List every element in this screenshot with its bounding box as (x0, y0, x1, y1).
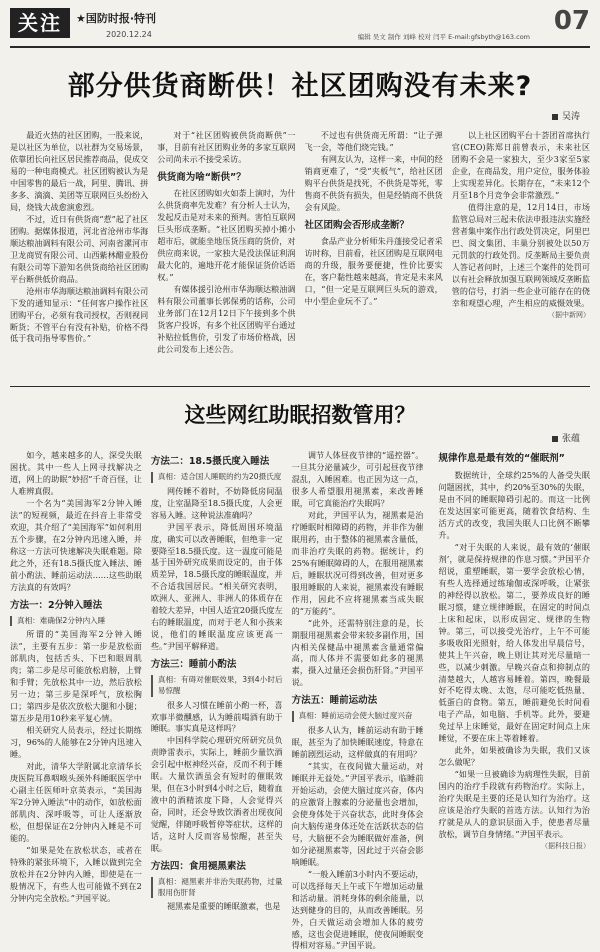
paragraph: “如果是处在放松状态，或者在特殊的紧张环境下，入睡以做到完全放松并在2分钟内入睡，即使是在一般情况下，有些人也可能做不到在2分钟内完全放松。”尹国平说。 (10, 844, 142, 903)
paragraph: “此外，还需特别注意的是，长期服用褪黑素会带来较多副作用，国内相关保健品中褪黑素含量通常偏高，而人体并不需要如此多的褪黑素，摄入过量还会损伤肝肾。”尹国平说。 (291, 617, 424, 688)
article2-author: 张蕴 (561, 434, 580, 444)
article2-byline (10, 431, 580, 444)
paragraph: “其实，在夜间做大量运动，对睡眠并无益处。”尹国平表示，临睡前开始运动，会使大脑过度兴奋，体内的应激肾上腺素的分泌量也会增加，会使身体处于兴奋状态，此时身体会向大脑传递身体还处在活跃状态的信号，大脑便不会为睡眠做好准备，例如分泌褪黑素等，因此过于兴奋会影响睡眠。 (291, 760, 424, 867)
paragraph: 沧州市华海顺达粮油调料有限公司下发的通知显示：“任何客户操作社区团购平台，必须有我司授权，否则视同断货；不管平台有没有补贴，价格不得低于我司指导零售价。” (10, 285, 149, 344)
paragraph: 对于“社区团购被供货商断供”一事，目前有社区团购业务的多家互联网公司尚未示不接受采访。 (157, 130, 296, 164)
paragraph: 很多人习惯在睡前小酌一杯，喜欢事半微醺感，认为睡前喝酒有助于睡眠。事实真是这样吗？ (150, 699, 283, 734)
truth-box: 真相：褪黑素并非治失眠药物，过量服用伤肝肾 (151, 877, 283, 898)
issue-date: 2020.12.24 (106, 30, 152, 39)
paragraph: 中国科学院心理研究所研究员负责睁雷表示，实际上，睡前少量饮酒会引起中枢神经兴奋，反而不利于睡眠。大量饮酒虽会有短时的催眠效果，但在3小时到4小时之后，随着血液中的酒精浓度下降，人会觉得兴奋，同时，还会导致饮酒者出现夜间觉醒，伴随呼吸暂停等症状，这样的话，这时人反而容易惊醒，甚至失眠。 (150, 735, 283, 854)
masthead (10, 6, 590, 48)
subheading: 方法四：食用褪黑素法 (150, 861, 246, 873)
paragraph: “对于失眠的人来说，最有效的‘催眠剂’，就是保持规律的作息习惯。”尹国平介绍说，重塑睡眠，第一要学会放松心情，有些人选择通过练瑜伽或深呼吸，让紧张的神经得以放松。第二，要养成良好的睡眠习惯，建立规律睡眠，在固定的时间点上床和起床，以形成固定、规律的生物钟。第三，可以接受光治疗，上午不可能多吸收阳光照射，给人体发出早晨信号，使其上午兴奋，晚上则让其对光尽量暗一些，以减少刺激。早晚兴奋点和抑制点的清楚越大，人越容易睡着。第四，晚餐最好不吃得太晚、太饱，尽可能吃低热量、低蛋白的食物。第五，睡前避免长时间看电子产品，如电脑、手机等。此外，要避免过早上床睡觉，最好在固定时间点上床睡觉，不要在床上等着睡着。 (438, 541, 591, 744)
subheading: 社区团购会否形成垄断？ (304, 219, 410, 231)
article1-headline: 部分供货商断供！社区团购没有未来? (67, 71, 533, 102)
article2-col2 (150, 450, 283, 912)
paragraph: “一般入睡前3小时内不要运动，可以选择每天上午或下午增加运动量和活动量。消耗身体的剩余能量，以达到健身的目的，从而改善睡眠。另外，白天做运动会增加人体的疲劳感，这也会促进睡眠，使夜间睡眠变得相对容易。”尹国平说。 (291, 868, 424, 951)
paragraph: 最近火热的社区团购，一股来说，是以社区为单位，以社群为交易场景，依靠团长向社区居民推荐商品，促成交易的一种电商模式。社区团购被认为是中国零售的最后一战，阿里、腾讯、拼多多、滴滴、美团等互联网巨头纷纷入局，烧钱大战愈演愈烈。 (10, 130, 149, 212)
source-note: （据科技日报） (541, 842, 591, 851)
truth-box: 真相：睡前运动会使大脑过度兴奋 (292, 711, 424, 722)
paragraph: 此外，如果被确诊为失眠，我们又该怎么做呢？ (438, 745, 591, 768)
paragraph: 有网友认为，这样一来，中间的经销商更难了，“受”夹板气”，给社区团购平台供货是找死，不供货是等死，零售商不供货有损失，但是经销商不供货会有风险。 (304, 153, 443, 212)
paragraph: 不过，近日有供货商“惹”起了社区团购。据媒体报道，河北省沧州市华海顺达粮油调料有限公司、河南省漯河市卫龙商贸有限公司、山西紫林醋业股份有限公司等下游知名供货商给社区团购平台断供低价商品。 (10, 213, 149, 284)
article1-byline (10, 109, 580, 122)
article2-col3 (291, 450, 424, 951)
section-divider (10, 386, 590, 387)
sidebar-heading: 规律作息是最有效的“催眠剂” (438, 453, 565, 464)
paragraph: 以上社区团购平台十荟团首席执行官(CEO)陈郑日前曾表示，未来社区团购不会是一家独大，至少3家至5家企业，在商品发，用户定位，服务体验上实现差异化。长期存在，“未来12个月至18个月竞争会非常激烈。” (451, 130, 590, 200)
paragraph: 褪黑素是重要的睡眠激素，也是 (167, 901, 281, 912)
article2-headline: 这些网红助眠招数管用？ (184, 403, 416, 427)
byline-square-icon (552, 436, 558, 442)
section-logo: 关注 (10, 8, 70, 38)
article2-col1 (10, 450, 142, 903)
paragraph: 对此，尹国平认为，褪黑素是治疗睡眠时相障碍的药物，并非作为催眠用药，由于整体的褪黑素含量低，而非治疗失眠的药物。据统计，约25%有睡眠障碍的人，在服用褪黑素后，睡眠状况可得到改善，但对更多服用睡眠的人来说，褪黑素没有睡眠作用，因此不应将褪黑素当成失眠的“万能药”。 (291, 509, 424, 616)
paragraph: 相关研究人员表示，经过长期练习，96%的人能够在2分钟内迅速入睡。 (10, 725, 142, 759)
paragraph: 数据统计，全球约25%的人备受失眠问题困扰，其中，约20%至30%的失眠，是由不同的睡眠障碍引起的。而这一比例在发达国家可能更高，随着饮食结构、生活方式的改变，我国失眠人口比例不断攀升。 (438, 470, 591, 540)
subheading: 方法三：睡前小酌法 (150, 659, 237, 671)
truth-box: 真相：难确保2分钟内入睡 (10, 616, 142, 627)
article1-col4 (452, 130, 590, 380)
paragraph: 有媒体援引沧州市华海顺达粮油调料有限公司董事长郭保勇的话称，公司业务部门在12月12日下午接到多个供货客户投诉，有多个社区团购平台通过补贴拉低售价，引发了市场价格战，因此公司发布上述公告。 (157, 283, 296, 354)
subheading: 方法五：睡前运动法 (291, 695, 378, 707)
paragraph: 如今，越来越多的人，深受失眠困扰。其中一些人上网寻找解决之道，网上的助眠“妙招”千奇百怪，让人难辨真假。 (10, 450, 142, 496)
truth-box: 真相：适合国人睡眠的约为20摄氏度 (151, 472, 283, 483)
paragraph: 一个名为“美国海军2分钟入睡法”的短视频，最近在抖音上非常受欢迎，其介绍了“美国海军”如何利用五个步骤，在2分钟内迅速入睡，并称这一方法可快速解决失眠难题。除此之外，还有18.5摄氏度入睡法、睡前小酌法、睡前运动法……这些助眠方法真的有效吗？ (10, 497, 142, 592)
paragraph: 调节人体昼夜节律的“遥控器”。一旦其分泌量减少，可引起昼夜节律混乱，入睡困难。也正因为这一点，很多人希望服用褪黑素，来改善睡眠，可它真能治疗失眠吗？ (291, 450, 424, 508)
editor-credits: 编辑 吴文 制作 刘峰 校对 闫平 E-mail:gfsbyth@163.com (357, 33, 530, 41)
byline-square-icon (552, 114, 558, 120)
paragraph: 很多人认为，睡前运动有助于睡眠，甚至为了加快睡眠速度，特意在睡前剧烈运动，这样做真的有用吗？ (291, 725, 424, 759)
article2-body (10, 450, 591, 951)
paragraph: 食品产业分析师朱丹蓬接受记者采访时称，目前看，社区团购是互联网电商的升级，服务要便捷，性价比要实在，客户黏性越来越高，肯定是未来风口，“但一定是互联网巨头玩的游戏，中小型企业玩不了。” (304, 235, 443, 306)
page-number: 07 (553, 6, 590, 36)
paragraph: 所谓的“美国海军2分钟入睡法”，主要有五步：第一步是放松面部肌肉，包括舌头、下巴和眼周肌肉；第二步是尽可能放松肩膀，上臂和手臂；先放松其中一边，然后放松另一边；第三步是深呼气，放松胸口；第四步是依次放松大腿和小腿；第五步是用10秒来平复心情。 (10, 629, 142, 724)
paragraph: “如果一旦被确诊为病理性失眠，目前国内的治疗手段就有药物治疗。实际上，治疗失眠是主要的还是认知行为治疗。这应该是治疗失眠的首选方法。认知行为治疗就是从人的意识层面入手，使患者尽量放松，调节自身情绪。”尹国平表示。 (438, 769, 591, 840)
subheading: 供货商为啥“断供”？ (157, 171, 246, 183)
article1-col2 (157, 130, 295, 380)
paragraph: 对此，清华大学附属北京清华长庚医院耳鼻咽喉头颈外科睡眠医学中心副主任医师叶京英表示，“美国海军2分钟入睡法”中的动作，如放松面部肌肉、深呼吸等，可让人逐渐放松，但想保证在2分钟内入睡是不可能的。 (10, 760, 142, 843)
subheading: 方法一：2分钟入睡法 (10, 599, 103, 611)
paragraph: 在社区团购如火如荼上演时，为什么供货商率先发难？有分析人士认为，发起反击是对未来的预判。害怕互联网巨头形成垄断。“社区团购买掉小摊小超市后，就能坐地压货压商的货价，对供应商来说，一家独大是没法保证利润最大化的，遍地开花才能保证货价话语权。” (157, 187, 296, 282)
paragraph: 网传睡不着时，不妨降低房间温度，让室温降至18.5摄氏度，人会更容易入睡。这种说法准确吗？ (150, 485, 283, 520)
paragraph: 值得注意的是，12月14日，市场监管总局对三起未依法申报违法实施经营者集中案作出行政处罚决定，阿里巴巴、阅文集团、丰巢分别被处以50万元罚款的行政处罚。反垄断局主要负责人答记者问时，上述三个案件的处罚可以有社会释放加强互联网领域反垄断监管的信号，打消一些企业可能存在的侥幸和观望心理，产生相应的威慑效果。 (451, 201, 590, 308)
article1-col1 (10, 130, 148, 380)
article2-sidebar (432, 450, 590, 880)
article1-author: 吴涛 (561, 112, 580, 122)
paper-name: ★国防时报·特刊 (76, 12, 157, 25)
paragraph: 尹国平表示，降低周围环境温度，确实可以改善睡眠，但绝非一定要降至18.5摄氏度。这一温度可能是基于国外研究成果而设定的，由于体质差异，18.5摄氏度的睡眠温度，并不合适我国居民。“相关研究表明，欧洲人、亚洲人、非洲人的体质存在着较大差异，中国人适宜20摄氏度左右的睡眠温度，而对于老人和小孩来说，他们的睡眠温度应该更高一些。”尹国平解释道。 (150, 521, 283, 652)
article1-col3 (305, 130, 443, 380)
source-note: （据中新网） (548, 310, 590, 319)
subheading: 方法二：18.5摄氏度入睡法 (150, 456, 270, 467)
truth-box: 真相：有碍对催眠效果，3到4小时后易惊醒 (151, 675, 283, 696)
paragraph: 不过也有供货商无所谓：“让子弹飞一会，等他们烧完钱。” (304, 130, 443, 152)
article1-body (10, 130, 590, 380)
